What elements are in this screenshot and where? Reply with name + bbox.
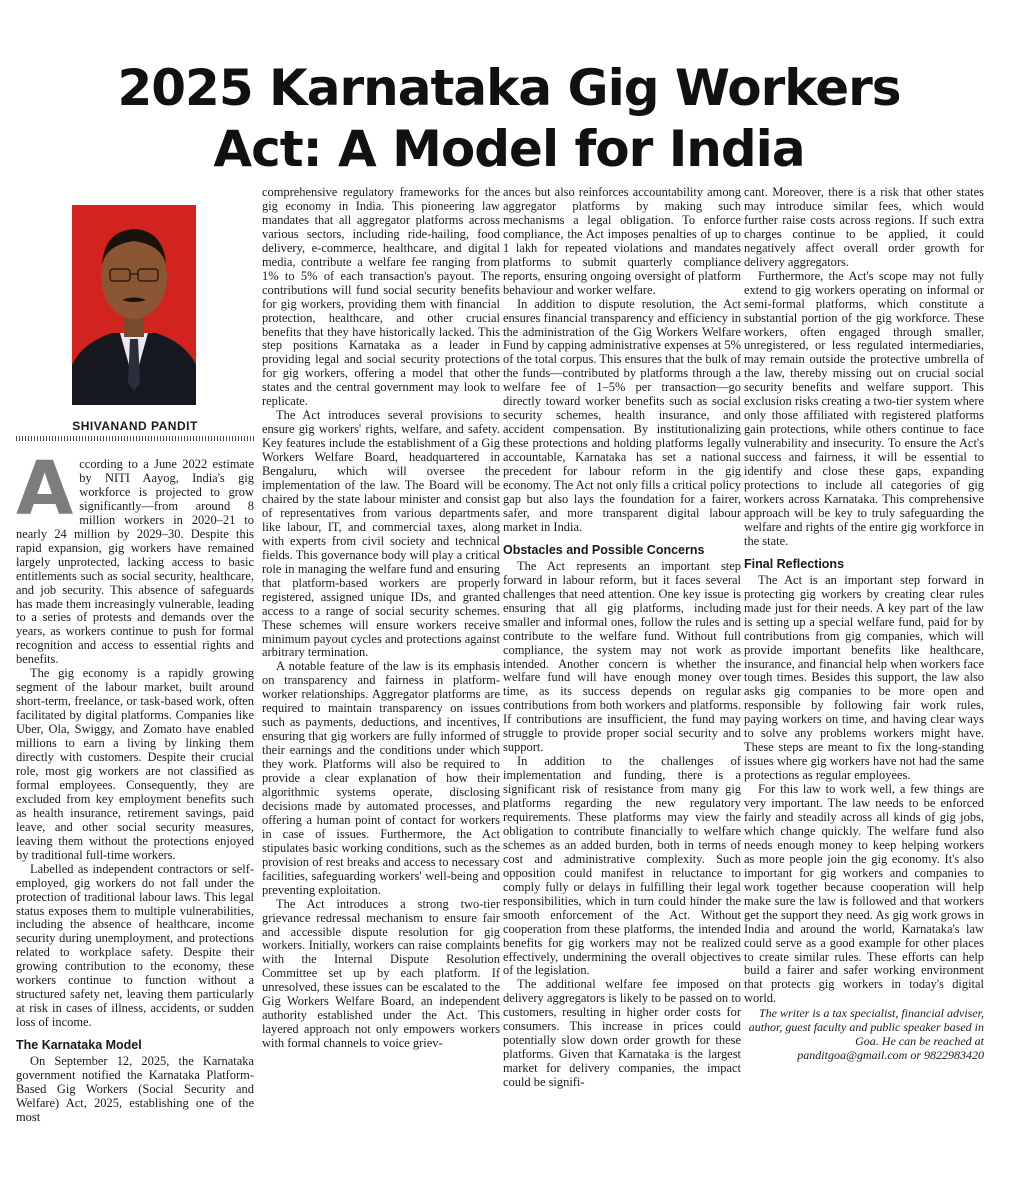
col2-paragraph-4: The Act introduces a strong two-tier grievance redressal mechanism to ensure fair and accessible dispute resolution for gig workers. Initially, workers can raise complaints with the Internal Dispute Resolution Committee set up by each platform. If unresolved, these issues can be escalated to the Gig Workers Welfare Board, an independent authority established under the Act. This layered approach not only empowers workers with formal channels to voice griev- bbox=[262, 896, 500, 1051]
col2-paragraph-3: A notable feature of the law is its emphasis on transparency and fairness in platform-worker relationships. Aggregator platforms are required to maintain transparency on issues such as payments, deductions, and incentives, ensuring that gig workers are fully informed of their earnings and the conditions under which they work. Platforms will also be required to provide a clear explanation of how their algorithmic systems operate, disclosing decisions made by automated processes, and offering a human point of contact for workers in case of issues. Furthermore, the Act stipulates basic working conditions, such as the provision of rest breaks and access to necessary facilities, safeguarding workers' well-being and preventing exploitation. bbox=[262, 659, 500, 897]
column-1-body bbox=[16, 458, 254, 1198]
drop-cap: A bbox=[16, 458, 74, 532]
col1-paragraph-1: ccording to a June 2022 estimate by NITI Aayog, India's gig workforce is projected to grow significantly—from around 8 million workers in 2020–21 to nearly 24 million by 2029–30. Despite this rapid expansion, gig workers have remained largely unprotected, lacking access to basic entitlements such as social security, healthcare, and job security. This absence of safeguards has made them increasingly vulnerable, leading to a series of protests and demands over the years, as workers continue to push for formal recognition and access to essential rights and benefits. bbox=[16, 458, 254, 667]
col1-paragraph-3: Labelled as independent contractors or self-employed, gig workers do not fall under the protection of traditional labour laws. This legal status exposes them to multiple vulnerabilities, including the absence of healthcare, income security during unemployment, and protections related to workplace safety. Despite their growing contribution to the economy, these workers continue to function without a structured safety net, leaving them particularly at risk in cases of illness, accidents, or sudden loss of income. bbox=[16, 861, 254, 1030]
headline-line-2: Act: A Model for India bbox=[213, 119, 805, 178]
col2-paragraph-1: comprehensive regulatory frameworks for the gig economy in India. This pioneering law mandates that all aggregator platforms across various sectors, including ride-hailing, food delivery, e-commerce, healthcare, and digital media, contribute a welfare fee ranging from 1% to 5% of each transaction's payout. The contributions will fund social security benefits for gig workers, providing them with financial protection, healthcare, and other crucial benefits that they have historically lacked. This step positions Karnataka as a leader in providing legal and social security protections for gig workers, offering a model that other states and the central government may look to replicate. bbox=[262, 186, 500, 409]
col1-paragraph-2: The gig economy is a rapidly growing segment of the labour market, built around short-term, freelance, or task-based work, often facilitated by digital platforms. Companies like Uber, Ola, Swiggy, and Zomato have enabled millions to earn a living by linking them directly with customers. Despite their crucial role, most gig workers are not classified as formal employees. Consequently, they are excluded from key employment benefits such as health insurance, retirement savings, paid leave, and other social security measures, leaving them without the protections enjoyed by traditional full-time workers. bbox=[16, 666, 254, 862]
column-4 bbox=[744, 186, 984, 1196]
col1-paragraph-4: On September 12, 2025, the Karnataka government notified the Karnataka Platform-Based Gig Workers (Social Security and Welfare) Act, 2025, establishing one of the most bbox=[16, 1054, 254, 1124]
author-byline: SHIVANAND PANDIT bbox=[72, 419, 198, 433]
author-credit: The writer is a tax specialist, financial adviser, author, guest faculty and public speaker based in Goa. He can be reached at panditgoa@gmail.com or 9822983420 bbox=[748, 1006, 984, 1063]
article-headline bbox=[0, 58, 1018, 180]
headline-line-1: 2025 Karnataka Gig Workers bbox=[117, 58, 901, 117]
lede-block bbox=[16, 222, 254, 480]
col4-paragraph-2: Furthermore, the Act's scope may not fully extend to gig workers operating on informal or semi-formal platforms, which constitute a substantial portion of the gig workforce. These workers, often engaged through smaller, unregistered, or less regulated intermediaries, may remain outside the protective umbrella of the law, thereby missing out on crucial social security benefits and welfare support. This exclusion risks creating a two-tier system where only those affiliated with registered platforms gain protections, while others continue to face vulnerability and insecurity. To ensure the Act's success and fairness, it will be essential to identify and close these gaps, expanding protections to include all categories of gig workers across Karnataka. This comprehensive approach will be key to truly safeguarding the welfare and rights of the entire gig workforce in the state. bbox=[744, 268, 984, 548]
col4-paragraph-3: The Act is an important step forward in protecting gig workers by creating clear rules made just for their needs. A key part of the law is setting up a special welfare fund, paid for by contributions from gig companies, which will provide important benefits like healthcare, insurance, and financial help when workers face tough times. Besides this support, the law also asks gig companies to be more open and responsible by following fair work rules, paying workers on time, and having clear ways to solve any problems workers might have. These steps are meant to fix the long-standing issues where gig workers have not had the same protections as regular employees. bbox=[744, 572, 984, 783]
col3-paragraph-2: In addition to dispute resolution, the Act ensures financial transparency and efficiency in the administration of the Gig Workers Welfare Fund by capping administrative expenses at 5% of the total corpus. This ensures that the bulk of the funds—contributed by platforms through a welfare fee of 1–5% per transaction—go directly toward worker benefits such as social security schemes, health insurance, and accident compensation. By institutionalizing these protections and holding platforms legally accountable, Karnataka has set a national precedent for labour reform in the gig economy. The Act not only fills a critical policy gap but also lays the foundation for a fairer, safer, and more transparent digital labour market in India. bbox=[503, 296, 741, 534]
col3-paragraph-5: The additional welfare fee imposed on delivery aggregators is likely to be passed on to customers, resulting in higher order costs for consumers. This increase in prices could potentially slow down order growth for these platforms. Given that Karnataka is the largest market for delivery companies, the impact could be signifi- bbox=[503, 977, 741, 1090]
column-2 bbox=[262, 186, 500, 1196]
section-heading-final-reflections: Final Reflections bbox=[744, 556, 845, 571]
col3-paragraph-3: The Act represents an important step forward in labour reform, but it faces several challenges that need attention. One key issue is ensuring that all gig platforms, including smaller and informal ones, follow the rules and contribute to the welfare fund. Without full compliance, the system may not work as intended. Another concern is whether the welfare fund will have enough money over time, as its success depends on regular contributions from both workers and platforms. If contributions are insufficient, the fund may struggle to provide proper social security and support. bbox=[503, 558, 741, 755]
col4-paragraph-1: cant. Moreover, there is a risk that other states may introduce similar fees, which would further raise costs across regions. If such extra charges continue to be applied, it could negatively affect overall order growth for delivery aggregators. bbox=[744, 186, 984, 269]
section-heading-obstacles: Obstacles and Possible Concerns bbox=[503, 542, 705, 557]
col2-paragraph-2: The Act introduces several provisions to ensure gig workers' rights, welfare, and safety. Key features include the establishment of a Gig Workers Welfare Board, headquartered in Bengaluru, which will oversee the implementation of the law. The Board will be chaired by the state labour minister and consist of representatives from various departments like labour, IT, and commercial taxes, along with experts from civil society and technical fields. This governance body will play a critical role in managing the welfare fund and ensuring that platform-based workers are properly registered, assigned unique IDs, and granted access to a range of social security schemes. These schemes will ensure workers receive minimum payout cycles and protections against arbitrary termination. bbox=[262, 408, 500, 660]
col3-paragraph-4: In addition to the challenges of implementation and funding, there is a significant risk of resistance from many gig platforms regarding the new regulatory requirements. These platforms may view the obligation to contribute financially to welfare schemes as an added burden, both in terms of cost and administrative complexity. Such opposition could manifest in reluctance to comply fully or delays in fulfilling their legal responsibilities, which in turn could hinder the smooth enforcement of the Act. Without cooperation from these platforms, the intended benefits for gig workers may not be realized effectively, undermining the overall objectives of the legislation. bbox=[503, 754, 741, 978]
col4-paragraph-4: For this law to work well, a few things are very important. The law needs to be enforced fairly and steadily across all kinds of gig jobs, which change quickly. The welfare fund also needs enough money to keep helping workers as more people join the gig economy. It's also important for gig workers and companies to work together because cooperation will help make sure the law is followed and that workers get the support they need. As gig work grows in India and around the world, Karnataka's law could serve as a good example for other places to create similar rules. These efforts can help build a fairer and safer working environment that protects gig workers in today's digital world. bbox=[744, 782, 984, 1006]
section-heading-karnataka-model: The Karnataka Model bbox=[16, 1038, 142, 1053]
col3-paragraph-1: ances but also reinforces accountability among aggregator platforms by making such mechanisms a legal obligation. To enforce compliance, the Act imposes penalties of up to 1 lakh for repeated violations and mandates platforms to submit quarterly compliance reports, ensuring ongoing oversight of platform behaviour and worker welfare. bbox=[503, 186, 741, 297]
column-3 bbox=[503, 186, 741, 1196]
